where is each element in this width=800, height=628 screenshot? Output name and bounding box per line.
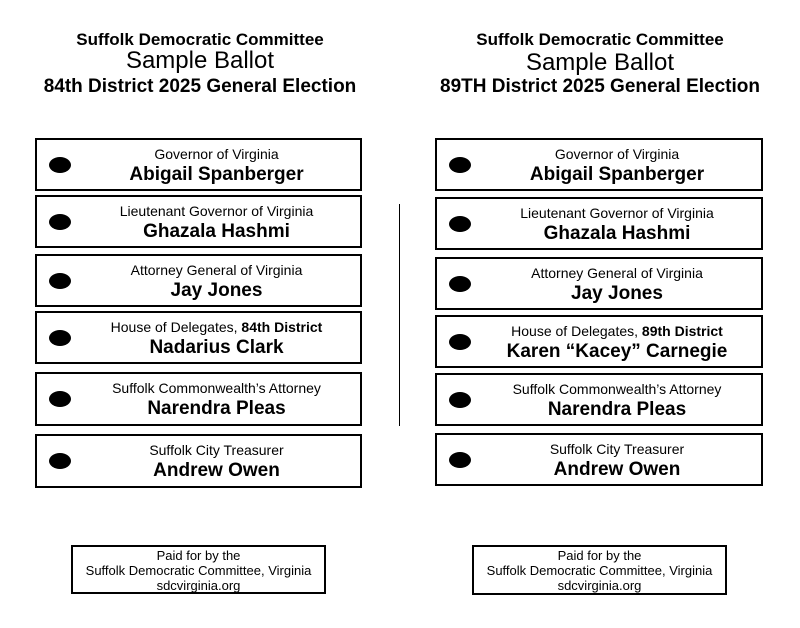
candidate-name: Narendra Pleas bbox=[147, 398, 286, 419]
office-label: Attorney General of Virginia bbox=[130, 262, 303, 278]
office-label: Suffolk City Treasurer bbox=[549, 441, 685, 457]
race-house-of-delegates bbox=[35, 311, 362, 364]
race-commonwealths-attorney bbox=[35, 372, 362, 426]
committee-title: Suffolk Democratic Committee bbox=[476, 30, 724, 49]
center-divider bbox=[399, 204, 400, 426]
vote-bubble[interactable] bbox=[49, 330, 71, 346]
vote-bubble[interactable] bbox=[449, 216, 471, 232]
vote-bubble[interactable] bbox=[449, 452, 471, 468]
vote-bubble[interactable] bbox=[449, 276, 471, 292]
candidate-name: Jay Jones bbox=[170, 280, 263, 301]
vote-bubble[interactable] bbox=[449, 392, 471, 408]
race-lieutenant-governor bbox=[435, 197, 763, 250]
candidate-name: Abigail Spanberger bbox=[529, 164, 705, 185]
candidate-name: Nadarius Clark bbox=[149, 337, 284, 358]
race-commonwealths-attorney bbox=[435, 373, 763, 426]
paid-for-line: Paid for by the bbox=[557, 548, 642, 563]
candidate-name: Karen “Kacey” Carnegie bbox=[506, 341, 728, 362]
committee-title: Suffolk Democratic Committee bbox=[76, 30, 324, 49]
paid-for-committee: Suffolk Democratic Committee, Virginia bbox=[486, 563, 713, 578]
paid-for-disclaimer bbox=[472, 545, 727, 595]
race-city-treasurer bbox=[435, 433, 763, 486]
candidate-name: Narendra Pleas bbox=[547, 399, 687, 420]
vote-bubble[interactable] bbox=[49, 391, 71, 407]
sample-ballot-title: Sample Ballot bbox=[525, 49, 675, 76]
paid-for-committee: Suffolk Democratic Committee, Virginia bbox=[85, 563, 312, 578]
office-label: Lieutenant Governor of Virginia bbox=[520, 205, 714, 221]
office-label: Lieutenant Governor of Virginia bbox=[119, 203, 314, 219]
vote-bubble[interactable] bbox=[449, 334, 471, 350]
vote-bubble[interactable] bbox=[49, 273, 71, 289]
office-label: Suffolk City Treasurer bbox=[149, 442, 284, 458]
office-label: Suffolk Commonwealth’s Attorney bbox=[112, 380, 321, 396]
sample-ballot-title: Sample Ballot bbox=[125, 47, 275, 74]
race-governor bbox=[435, 138, 763, 191]
paid-for-website[interactable]: sdcvirginia.org bbox=[156, 578, 241, 593]
office-label: Governor of Virginia bbox=[154, 146, 279, 162]
election-title: 89TH District 2025 General Election bbox=[440, 76, 760, 97]
candidate-name: Abigail Spanberger bbox=[129, 164, 304, 185]
office-label: Governor of Virginia bbox=[554, 146, 680, 162]
office-label: Suffolk Commonwealth’s Attorney bbox=[512, 381, 722, 397]
office-label: House of Delegates, 89th District bbox=[511, 323, 723, 339]
election-title: 84th District 2025 General Election bbox=[43, 76, 357, 97]
candidate-name: Andrew Owen bbox=[153, 460, 280, 481]
race-attorney-general bbox=[35, 254, 362, 307]
race-house-of-delegates bbox=[435, 315, 763, 368]
race-attorney-general bbox=[435, 257, 763, 310]
office-label: Attorney General of Virginia bbox=[531, 265, 703, 281]
race-governor bbox=[35, 138, 362, 191]
vote-bubble[interactable] bbox=[49, 214, 71, 230]
race-city-treasurer bbox=[35, 434, 362, 488]
paid-for-disclaimer bbox=[71, 545, 326, 594]
candidate-name: Ghazala Hashmi bbox=[143, 221, 290, 242]
paid-for-website[interactable]: sdcvirginia.org bbox=[557, 578, 642, 593]
race-lieutenant-governor bbox=[35, 195, 362, 248]
candidate-name: Andrew Owen bbox=[553, 459, 681, 480]
office-label: House of Delegates, 84th District bbox=[110, 319, 323, 335]
vote-bubble[interactable] bbox=[49, 453, 71, 469]
vote-bubble[interactable] bbox=[49, 157, 71, 173]
vote-bubble[interactable] bbox=[449, 157, 471, 173]
candidate-name: Jay Jones bbox=[571, 283, 663, 304]
candidate-name: Ghazala Hashmi bbox=[543, 223, 691, 244]
paid-for-line: Paid for by the bbox=[156, 548, 241, 563]
